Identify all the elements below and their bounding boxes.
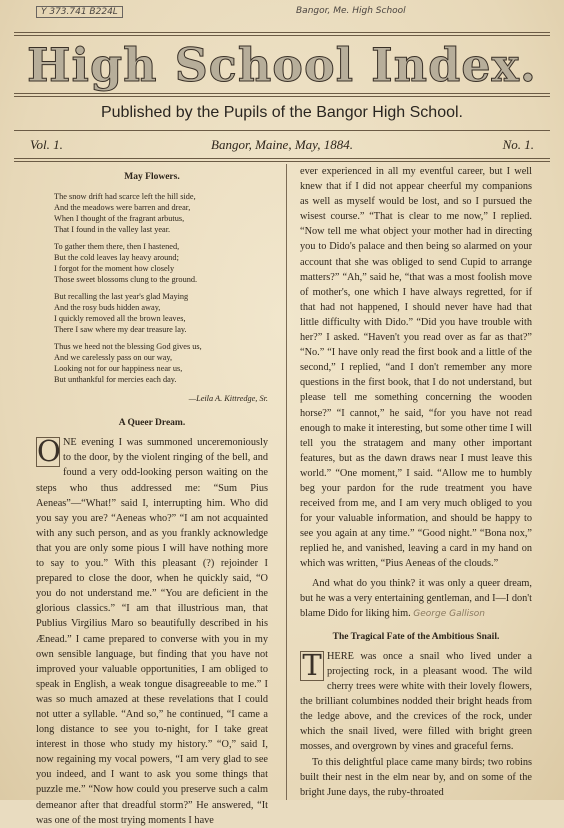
story-text: HERE was once a snail who lived under a projecting rock, in a pleasant wood. The wild cherry trees were white with their lovely flowers, the brilliant columbines nodded their bright heads from the ledge above, and the crevices of the rock, under which the snail lived, were filled with bright green mosses, and overgrown by vines and graceful ferns. (300, 650, 532, 753)
masthead-subtitle: Published by the Pupils of the Bangor High School. (100, 104, 463, 121)
story-body (36, 435, 268, 827)
issue-line (30, 137, 534, 153)
issue-number: No. 1. (502, 137, 534, 152)
issue-top-rule (14, 130, 550, 131)
poem-line: To gather them there, then I hastened, (54, 242, 180, 252)
poem-line: I quickly removed all the brown leaves, (54, 314, 186, 324)
handwritten-provenance: Bangor, Me. High School (296, 6, 406, 16)
poem-line: Thus we heed not the blessing God gives us, (54, 342, 202, 352)
drop-cap: O (37, 434, 61, 469)
issue-bottom-rule (14, 158, 550, 159)
masthead (14, 40, 550, 90)
poem-line: Those sweet blossoms clung to the ground. (54, 275, 198, 285)
poem-stanza (54, 291, 268, 335)
story-closing-text: And what do you think? it was only a queer dream, but he was a very entertaining gentleman, and I—I don't blame Dido for liking him. (300, 577, 532, 619)
masthead-top-rule-inner (14, 35, 550, 36)
story-title: A Queer Dream. (118, 418, 186, 429)
masthead-bottom-rule (14, 93, 550, 94)
story-title: The Tragical Fate of the Ambitious Snail. (332, 631, 500, 642)
masthead-top-rule (14, 32, 550, 33)
issue-volume: Vol. 1. (30, 137, 63, 152)
poem-line: That I found in the valley last year. (54, 225, 171, 235)
left-column (36, 164, 268, 828)
story-closing (300, 576, 532, 622)
column-divider (286, 164, 287, 800)
poem-line: I forgot for the moment how closely (54, 264, 175, 274)
poem-line: But recalling the last year's glad Maying (54, 292, 189, 302)
poem-line: And the meadows were barren and drear, (54, 203, 191, 213)
poem-line: The snow drift had scarce left the hill side, (54, 192, 196, 202)
masthead-bottom-rule-inner (14, 96, 550, 97)
poem-line: And the rosy buds hidden away, (54, 303, 161, 313)
poem-line: But the cold leaves lay heavy around; (54, 253, 179, 263)
masthead-title: High School Index. (27, 38, 537, 92)
issue-place-date: Bangor, Maine, May, 1884. (211, 137, 353, 152)
right-column (300, 164, 532, 800)
story-continuation: ever experienced in all my eventful career, but I well knew that if I did not appear cheerful my companions as well as myself would be lost, and so I pursued the wisest course.” “That is clear to me now,” I replied. “Now tell me what object your mother had in directing you to Dido's palace and then being so alarmed on your account that she was obliged to send Cupid to arrange matters?” “Ah,” said he, “that was a most foolish move of mother's, one which I have always regretted, for if that had not happened, I should never have had that little difficulty with Dido.” “Did you have trouble with her?” I asked. “Haven't you read over as far as that?” “No.” “I have only read the first book and a little of the second,” I replied, “and I don't remember any more questions in the first book, that I do not understand, but please tell me something concerning the wooden horse?” “I cannot,” he said, “for you have not read enough to make it interesting, but some other time I will tell you the stratagem and many other important features, but as the dawn draws near I must leave this world.” “One moment,” I said. “Allow me to humbly beg your pardon for the rude treatment you have received from me, and I am very much obliged to you for your valuable information, and should be happy to see you again at any time.” “Good night.” “Bona nox,” replied he, and vanished, leaving a card in my hand on which was written, “Pius Aeneas of the clouds.” (300, 166, 532, 570)
story-text: NE evening I was summoned unceremoniously to the door, by the violent ringing of the bell, and found a very odd-looking person waiting on the steps who thus addressed me: “Sum Pius Aeneas”—“What!” said I, interrupting him. Who did you say you are? “Aeneas who?” “I am not acquainted with any such person, and as you frankly acknowledge that you are only some pious I will have nothing more to say to you.” With this pleasant (?) rejoinder I prepared to close the door, when he quickly said, “O you do not understand me.” “You are deficient in the glorious classics.” “I am that illustrious man, that Publius Virgilius Maro so beautifully described in his Ænead.” I came prepared to converse with you in my own sensible language, but finding that you have not improved your valuable opportunities, I am obliged to speak in English, a weak tongue disagreeable to me.” I was so much amazed at these revelations that I could not utter a syllable. “And so,” he continued, “I came a long distance to see you to-night, for I take great interest in those who study my history.” “O,” said I, now regaining my vocal powers, “I am very glad to see you indeed, and I want to ask you some things that puzzle me.” “Now how could you preserve such a calm demeanor after that dreadful storm?” He answered, “It was one of the most trying moments I have (36, 437, 268, 826)
story-body: To this delightful place came many birds; two robins built their nest in the elm near by, and on some of the bright June days, the ruby-throated (300, 756, 532, 798)
poem-stanza (54, 241, 268, 285)
drop-cap: T (300, 651, 324, 681)
poem-attribution: —Leila A. Kittredge, Sr. (188, 394, 268, 404)
poem-stanza (54, 341, 268, 385)
issue-bottom-rule-inner (14, 161, 550, 162)
poem-line: Looking not for our happiness near us, (54, 364, 183, 374)
handwritten-signature: George Gallison (413, 608, 485, 619)
poem-line: When I thought of the fragrant arbutus, (54, 214, 185, 224)
story-body (300, 649, 532, 755)
poem-stanza (54, 191, 268, 235)
poem-line: And we carelessly pass on our way, (54, 353, 173, 363)
poem-line: There I saw where my dear treasure lay. (54, 325, 187, 335)
handwritten-call-number: Y 373.741 B224L (36, 6, 123, 18)
poem-line: But unthankful for mercies each day. (54, 375, 177, 385)
poem-title: May Flowers. (124, 172, 180, 182)
